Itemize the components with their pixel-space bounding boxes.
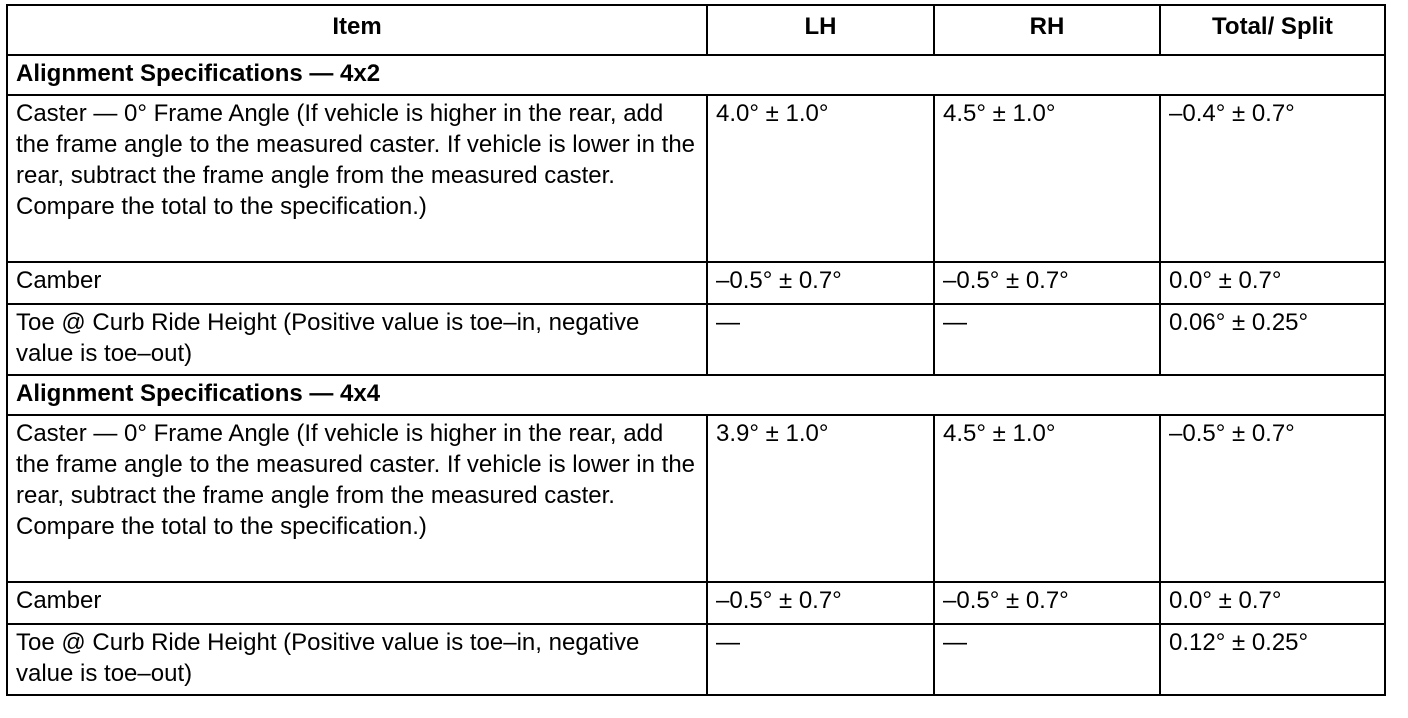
- table-row: [7, 582, 1385, 624]
- alignment-spec-table: [6, 4, 1386, 696]
- item-cell: Caster — 0° Frame Angle (If vehicle is higher in the rear, add the frame angle to the measured caster. If vehicle is lower in the rear, subtract the frame angle from the measured caster. Compare the total to the specification.): [7, 415, 707, 582]
- header-row: [7, 5, 1385, 55]
- rh-cell: 4.5° ± 1.0°: [934, 415, 1160, 582]
- table-row: [7, 262, 1385, 304]
- item-cell: Caster — 0° Frame Angle (If vehicle is higher in the rear, add the frame angle to the measured caster. If vehicle is lower in the rear, subtract the frame angle from the measured caster. Compare the total to the specification.): [7, 95, 707, 262]
- header-lh: LH: [707, 5, 934, 55]
- header-item: Item: [7, 5, 707, 55]
- lh-cell: —: [707, 624, 934, 695]
- total-cell: 0.06° ± 0.25°: [1160, 304, 1385, 375]
- item-cell: Toe @ Curb Ride Height (Positive value is toe–in, negative value is toe–out): [7, 304, 707, 375]
- table-row: [7, 95, 1385, 262]
- rh-cell: —: [934, 624, 1160, 695]
- item-cell: Toe @ Curb Ride Height (Positive value is toe–in, negative value is toe–out): [7, 624, 707, 695]
- lh-cell: —: [707, 304, 934, 375]
- rh-cell: —: [934, 304, 1160, 375]
- total-cell: 0.0° ± 0.7°: [1160, 582, 1385, 624]
- table-row: [7, 304, 1385, 375]
- section-row-4x4: [7, 375, 1385, 415]
- section-title: Alignment Specifications — 4x2: [7, 55, 1385, 95]
- header-total-split: Total/ Split: [1160, 5, 1385, 55]
- table-row: [7, 624, 1385, 695]
- item-cell: Camber: [7, 262, 707, 304]
- lh-cell: 4.0° ± 1.0°: [707, 95, 934, 262]
- total-cell: –0.5° ± 0.7°: [1160, 415, 1385, 582]
- section-row-4x2: [7, 55, 1385, 95]
- header-rh: RH: [934, 5, 1160, 55]
- section-title: Alignment Specifications — 4x4: [7, 375, 1385, 415]
- rh-cell: –0.5° ± 0.7°: [934, 262, 1160, 304]
- lh-cell: –0.5° ± 0.7°: [707, 262, 934, 304]
- total-cell: –0.4° ± 0.7°: [1160, 95, 1385, 262]
- total-cell: 0.12° ± 0.25°: [1160, 624, 1385, 695]
- total-cell: 0.0° ± 0.7°: [1160, 262, 1385, 304]
- item-cell: Camber: [7, 582, 707, 624]
- table-row: [7, 415, 1385, 582]
- rh-cell: 4.5° ± 1.0°: [934, 95, 1160, 262]
- lh-cell: 3.9° ± 1.0°: [707, 415, 934, 582]
- lh-cell: –0.5° ± 0.7°: [707, 582, 934, 624]
- rh-cell: –0.5° ± 0.7°: [934, 582, 1160, 624]
